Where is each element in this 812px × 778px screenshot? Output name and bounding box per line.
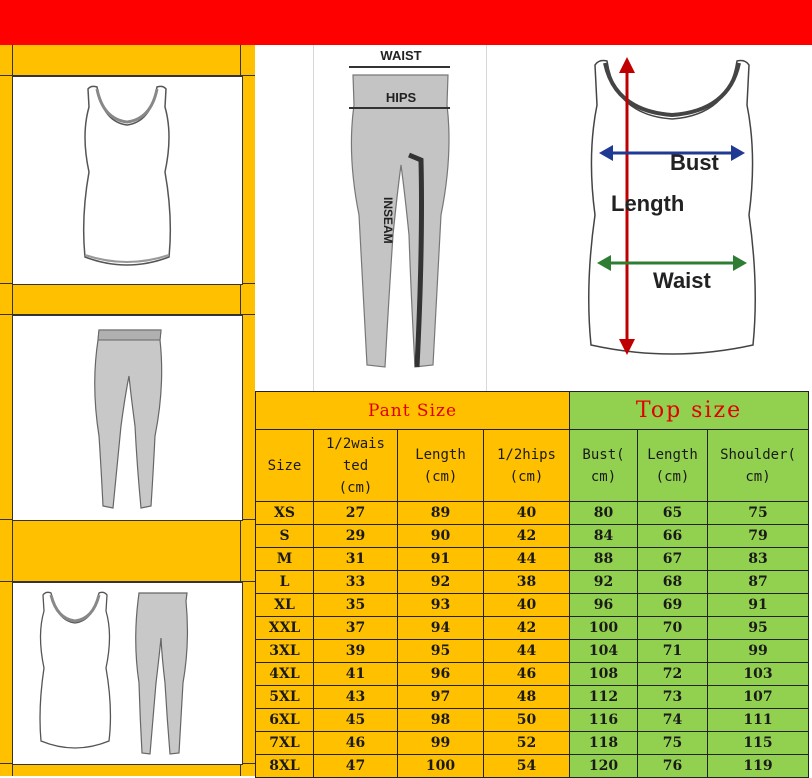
table-cell: 87	[708, 571, 809, 594]
pant-size-header: Pant Size	[256, 392, 570, 430]
table-cell: 99	[708, 640, 809, 663]
table-cell: 41	[314, 663, 398, 686]
table-cell: 50	[484, 709, 570, 732]
table-cell: 52	[484, 732, 570, 755]
table-cell: 65	[638, 502, 708, 525]
table-cell: 84	[570, 525, 638, 548]
table-cell: 42	[484, 525, 570, 548]
length-label: Length	[611, 191, 685, 216]
table-cell: 95	[708, 617, 809, 640]
table-cell: 75	[638, 732, 708, 755]
table-cell: XXL	[256, 617, 314, 640]
table-row	[256, 755, 809, 778]
table-cell: 72	[638, 663, 708, 686]
table-cell: 116	[570, 709, 638, 732]
table-cell: 98	[398, 709, 484, 732]
table-row	[256, 571, 809, 594]
table-cell: S	[256, 525, 314, 548]
table-cell: 97	[398, 686, 484, 709]
table-cell: 6XL	[256, 709, 314, 732]
table-cell: 100	[398, 755, 484, 778]
table-cell: 69	[638, 594, 708, 617]
table-cell: 3XL	[256, 640, 314, 663]
table-cell: 44	[484, 640, 570, 663]
table-cell: 5XL	[256, 686, 314, 709]
col-bust: Bust( cm)	[570, 430, 638, 502]
table-cell: 40	[484, 502, 570, 525]
table-cell: 99	[398, 732, 484, 755]
table-cell: 111	[708, 709, 809, 732]
table-cell: 4XL	[256, 663, 314, 686]
table-row	[256, 686, 809, 709]
table-cell: 95	[398, 640, 484, 663]
leggings-thumbnail	[12, 315, 243, 521]
table-cell: 29	[314, 525, 398, 548]
table-cell: 8XL	[256, 755, 314, 778]
table-cell: 44	[484, 548, 570, 571]
col-half-hips: 1/2hips (cm)	[484, 430, 570, 502]
table-cell: 46	[314, 732, 398, 755]
table-cell: 100	[570, 617, 638, 640]
measurement-diagrams	[255, 45, 812, 391]
table-cell: 115	[708, 732, 809, 755]
table-cell: 68	[638, 571, 708, 594]
table-cell: 45	[314, 709, 398, 732]
table-cell: 96	[398, 663, 484, 686]
col-shoulder: Shoulder( cm)	[708, 430, 809, 502]
table-row	[256, 663, 809, 686]
table-cell: 92	[398, 571, 484, 594]
top-size-header: Top size	[570, 392, 809, 430]
table-cell: 37	[314, 617, 398, 640]
table-cell: 91	[398, 548, 484, 571]
table-row	[256, 525, 809, 548]
table-cell: 35	[314, 594, 398, 617]
table-cell: M	[256, 548, 314, 571]
table-cell: 66	[638, 525, 708, 548]
table-cell: 31	[314, 548, 398, 571]
table-cell: 33	[314, 571, 398, 594]
waist-label-top: Waist	[653, 268, 711, 293]
table-cell: 40	[484, 594, 570, 617]
table-cell: 93	[398, 594, 484, 617]
table-cell: 104	[570, 640, 638, 663]
tank-top-thumbnail	[12, 76, 243, 285]
table-cell: 27	[314, 502, 398, 525]
header-bar	[0, 0, 812, 45]
table-cell: 67	[638, 548, 708, 571]
table-cell: 75	[708, 502, 809, 525]
table-cell: 76	[638, 755, 708, 778]
table-row	[256, 617, 809, 640]
table-cell: 43	[314, 686, 398, 709]
table-row	[256, 594, 809, 617]
col-size: Size	[256, 430, 314, 502]
table-cell: 92	[570, 571, 638, 594]
table-cell: L	[256, 571, 314, 594]
table-cell: 120	[570, 755, 638, 778]
table-cell: 7XL	[256, 732, 314, 755]
table-row	[256, 640, 809, 663]
table-cell: 74	[638, 709, 708, 732]
table-cell: 39	[314, 640, 398, 663]
col-top-length: Length (cm)	[638, 430, 708, 502]
table-cell: 103	[708, 663, 809, 686]
table-cell: 89	[398, 502, 484, 525]
table-cell: 107	[708, 686, 809, 709]
table-cell: 54	[484, 755, 570, 778]
size-chart-table	[255, 391, 809, 778]
col-half-waist: 1/2wais ted (cm)	[314, 430, 398, 502]
table-cell: 42	[484, 617, 570, 640]
hips-label: HIPS	[385, 90, 417, 105]
table-cell: 112	[570, 686, 638, 709]
table-cell: 80	[570, 502, 638, 525]
table-row	[256, 502, 809, 525]
table-cell: 70	[638, 617, 708, 640]
table-cell: 108	[570, 663, 638, 686]
table-cell: 88	[570, 548, 638, 571]
table-cell: XS	[256, 502, 314, 525]
table-row	[256, 732, 809, 755]
table-cell: 96	[570, 594, 638, 617]
table-cell: 90	[398, 525, 484, 548]
table-cell: 71	[638, 640, 708, 663]
set-thumbnail	[12, 582, 243, 765]
table-cell: 38	[484, 571, 570, 594]
table-cell: 79	[708, 525, 809, 548]
col-pant-length: Length (cm)	[398, 430, 484, 502]
table-cell: 83	[708, 548, 809, 571]
table-cell: 48	[484, 686, 570, 709]
table-cell: 94	[398, 617, 484, 640]
table-cell: 46	[484, 663, 570, 686]
table-cell: 73	[638, 686, 708, 709]
product-thumbnail-column	[0, 45, 255, 776]
inseam-label: INSEAM	[381, 197, 395, 244]
table-cell: 118	[570, 732, 638, 755]
bust-label: Bust	[670, 150, 719, 175]
table-row	[256, 548, 809, 571]
table-row	[256, 709, 809, 732]
top-measurement-diagram	[487, 45, 812, 391]
table-cell: XL	[256, 594, 314, 617]
table-cell: 119	[708, 755, 809, 778]
table-cell: 47	[314, 755, 398, 778]
table-cell: 91	[708, 594, 809, 617]
waist-label: WAIST	[380, 48, 422, 63]
